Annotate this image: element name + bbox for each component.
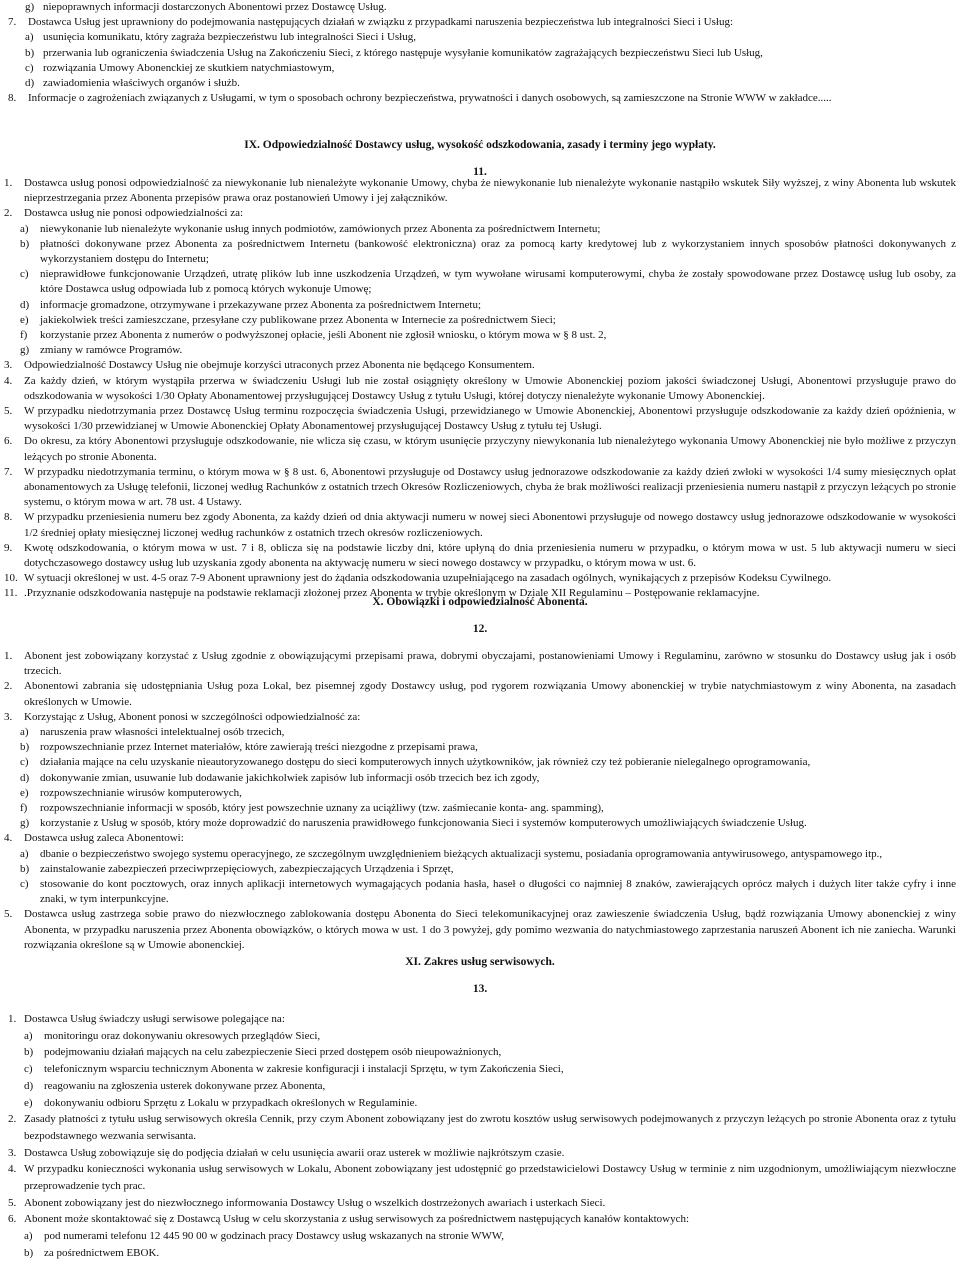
list-item: a) niewykonanie lub nienależyte wykonanie usług innych podmiotów, zamówionych przez Abonenta za pośrednictwem Internetu; xyxy=(20,222,601,235)
list-item: c) telefonicznym wsparciu technicznym Abonenta w zakresie konfiguracji i instalacji Sprzętu, w tym Zakończenia Sieci, xyxy=(24,1063,564,1076)
list-item: c) nieprawidłowe funkcjonowanie Urządzeń, utratę plików lub inne uszkodzenia Urządzeń, w tym wywołane wirusami komputerowymi, chyba że zostały spowodowane przez Dostawcę usług lub osoby, za które Dostawca usług odpowiada lub z pomocą których wykonuje Umowę; xyxy=(20,268,956,296)
list-item: d) reagowaniu na zgłoszenia usterek dokonywane przez Abonenta, xyxy=(24,1079,326,1092)
list-item: 2. Zasady płatności z tytułu usług serwisowych określa Cennik, przy czym Abonent zobowiązany jest do zwrotu kosztów usług serwisowych podejmowanych z przyczyn leżących po stronie Abonenta oraz z tytułu bezpodstawnego wezwania serwisanta. xyxy=(8,1113,956,1142)
list-item: 3. Dostawca Usług zobowiązuje się do podjęcia działań w celu usunięcia awarii oraz usterek w możliwie najkrótszym czasie. xyxy=(8,1146,565,1159)
list-item: c) stosowanie do kont pocztowych, oraz innych aplikacji internetowych wymagających podania hasła, haseł o długości co najmniej 8 znaków, zawierających oprócz małych i dużych liter także cyfry i inne znaki, w tym interpunkcyjne. xyxy=(20,878,956,906)
list-item: b) zainstalowanie zabezpieczeń przeciwprzepięciowych, zabezpieczających Urządzenia i Sprzęt, xyxy=(20,862,454,875)
list-item: 2. Dostawca usług nie ponosi odpowiedzialności za: xyxy=(4,207,244,220)
list-item: 7. W przypadku niedotrzymania terminu, o którym mowa w § 8 ust. 6, Abonentowi przysługuje od Dostawcy usług jednorazowe odszkodowanie za każdy dzień zwłoki w wysokości 1/4 sumy miesięcznych opłat abonamentowych za Usługę telefonii, liczonej według Rachunków z ostatnich trzech Okresów Rozliczeniowych, chyba że brak możliwości realizacji przeniesienia numeru nastąpił z przyczyn leżących po stronie systemu, o którym mowa w art. 78 ust. 4 Ustawy. xyxy=(4,465,956,509)
list-item: e) rozpowszechnianie wirusów komputerowych, xyxy=(20,786,242,799)
list-item: 6. Abonent może skontaktować się z Dostawcą Usług w celu skorzystania z usług serwisowych za pośrednictwem następujących kanałów kontaktowych: xyxy=(8,1213,690,1226)
section-title: X. Obowiązki i odpowiedzialność Abonenta. xyxy=(372,596,588,608)
list-item: 11. .Przyznanie odszkodowania następuje na podstawie reklamacji złożonej przez Abonenta w trybie określonym w Dziale XII Regulaminu – Postępowanie reklamacyjne. xyxy=(4,587,760,600)
paragraph-number: 13. xyxy=(472,983,488,996)
list-item: b) przerwania lub ograniczenia świadczenia Usług na Zakończeniu Sieci, z którego następuje wysyłanie komunikatów zagrażających bezpieczeństwu Sieci lub Usług, xyxy=(25,46,763,59)
list-item: g) korzystanie z Usług w sposób, który może doprowadzić do naruszenia prawidłowego funkcjonowania Sieci i systemów komputerowych umożliwiających świadczenie Usług. xyxy=(20,817,807,830)
section-xi xyxy=(0,955,960,997)
list-item: b) za pośrednictwem EBOK. xyxy=(24,1246,160,1259)
list-item: g) zmiany w ramówce Programów. xyxy=(20,344,183,357)
list-item: 4. W przypadku konieczności wykonania usług serwisowych w Lokalu, Abonent zobowiązany jest udostępnić go przedstawicielowi Dostawcy Usług w terminie z nim uzgodnionym, umożliwiającym niezwłoczne przeprowadzenie tych prac. xyxy=(8,1163,956,1193)
list-item: c) działania mające na celu uzyskanie nieautoryzowanego dostępu do sieci komputerowych innych użytkowników, jak również czy też pobieranie nielegalnego oprogramowania, xyxy=(20,756,811,769)
list-item: d) dokonywanie zmian, usuwanie lub dodawanie jakichkolwiek zapisów lub informacji osób trzecich bez ich zgody, xyxy=(20,771,540,784)
list-item: 10. W sytuacji określonej w ust. 4-5 oraz 7-9 Abonent uprawniony jest do żądania odszkodowania uzupełniającego na zasadach ogólnych, wynikających z przepisów Kodeksu Cywilnego. xyxy=(4,572,832,585)
list-item: a) usunięcia komunikatu, który zagraża bezpieczeństwu lub integralności Sieci i Usług, xyxy=(25,31,416,44)
list-item: 1. Dostawca usług ponosi odpowiedzialność za niewykonanie lub nienależyte wykonanie Umowy, chyba że niewykonanie lub nienależyte wykonanie nastąpiło wskutek Siły wyższej, z winy Abonenta lub wskutek nieprzestrzegania przez Abonenta przepisów prawa oraz postanowień Umowy i jej załączników. xyxy=(4,177,956,205)
list-item: 3. Odpowiedzialność Dostawcy Usług nie obejmuje korzyści utraconych przez Abonenta nie będącego Konsumentem. xyxy=(4,359,535,372)
list-item: 3. Korzystając z Usług, Abonent ponosi w szczególności odpowiedzialność za: xyxy=(4,710,361,723)
list-item: 5. Abonent zobowiązany jest do niezwłocznego informowania Dostawcy Usług o wszelkich dostrzeżonych awariach i usterkach Sieci. xyxy=(8,1196,606,1209)
section-x-body xyxy=(4,649,956,953)
section-ix xyxy=(0,138,960,180)
list-item: b) płatności dokonywane przez Abonenta za pośrednictwem Internetu (bankowość elektroniczna) oraz za pomocą karty kredytowej lub z wykorzystaniem innych sposobów płatności dokonywanych z wykorzystaniem dostępu do Internetu; xyxy=(20,237,956,266)
section-prev xyxy=(0,0,960,106)
list-item: 8. W przypadku przeniesienia numeru bez zgody Abonenta, za każdy dzień od dnia aktywacji numeru w nowej sieci Abonentowi przysługuje od nowego dostawcy usług jednorazowe odszkodowanie w wysokości 1/2 średniej opłaty miesięcznej liczonej według rachunków z ostatnich trzech okresów rozliczeniowych. xyxy=(4,511,956,539)
list-item: b) rozpowszechnianie przez Internet materiałów, które zawierają treści niezgodne z przepisami prawa, xyxy=(20,741,478,754)
list-item: 6. Do okresu, za który Abonentowi przysługuje odszkodowanie, nie wlicza się czasu, w którym usunięcie przyczyny niewykonania lub nienależytego wykonania Umowy Abonenckiej nie było możliwe z przyczyn leżących po stronie Abonenta. xyxy=(4,435,956,463)
list-item: a) monitoringu oraz dokonywaniu okresowych przeglądów Sieci, xyxy=(24,1029,321,1042)
section-x xyxy=(0,595,960,637)
list-item: a) pod numerami telefonu 12 445 90 00 w godzinach pracy Dostawcy usług wskazanych na stronie WWW, xyxy=(24,1230,505,1243)
list-item: 5. W przypadku niedotrzymania przez Dostawcę Usług terminu rozpoczęcia świadczenia Usługi, przewidzianego w Umowie Abonenckiej, Abonentowi przysługuje odszkodowanie za każdy dzień opóźnienia, w wysokości 1/30 przewidzianej w Umowie Abonenckiej Opłaty Abonamentowej przysługującej Dostawcy Usług z tytułu tej Usługi. xyxy=(4,405,956,433)
list-item: 8. Informacje o zagrożeniach związanych z Usługami, w tym o sposobach ochrony bezpieczeństwa, prywatności i danych osobowych, są zamieszczone na Stronie WWW w zakładce..... xyxy=(8,92,832,105)
list-item: 7. Dostawca Usług jest uprawniony do podejmowania następujących działań w związku z przypadkami naruszenia bezpieczeństwa lub integralności Sieci i Usług: xyxy=(8,16,733,29)
list-item: 1. Dostawca Usług świadczy usługi serwisowe polegające na: xyxy=(8,1013,285,1025)
section-title: XI. Zakres usług serwisowych. xyxy=(405,956,555,968)
list-item: c) rozwiązania Umowy Abonenckiej ze skutkiem natychmiastowym, xyxy=(25,61,335,74)
list-item: 4. Dostawca usług zaleca Abonentowi: xyxy=(4,832,184,845)
section-ix-body xyxy=(4,176,956,602)
list-item: d) zawiadomienia właściwych organów i służb. xyxy=(25,77,240,90)
list-item: f) korzystanie przez Abonenta z numerów o podwyższonej opłacie, jeśli Abonent nie zgłosił wniosku, o którym mowa w § 8 ust. 2, xyxy=(20,329,607,342)
list-item: a) dbanie o bezpieczeństwo swojego systemu operacyjnego, ze szczególnym uwzględnieniem bieżących aktualizacji systemu, posiadania oprogramowania antywirusowego, antyspamowego itp., xyxy=(20,847,883,860)
list-item: 9. Kwotę odszkodowania, o którym mowa w ust. 7 i 8, oblicza się na podstawie liczby dni, które upłyną do dnia przeniesienia numeru w przypadku, o którym mowa w ust. 5 lub aktywacji numeru w sieci dotychczasowego dostawcy usług lub uzyskania zgody abonenta na aktywację numeru w sieci nowego dostawcy w przypadku, o którym mowa w ust. 6. xyxy=(4,541,956,570)
list-item: f) rozpowszechnianie informacji w sposób, który jest powszechnie uznany za uciążliwy (tzw. zaśmiecanie konta- ang. spamming), xyxy=(20,802,604,815)
list-item: e) jakiekolwiek treści zamieszczane, przesyłane czy publikowane przez Abonenta w Internecie za pośrednictwem Sieci; xyxy=(20,313,556,326)
paragraph-number: 11. xyxy=(473,166,487,179)
list-item: b) podejmowaniu działań mających na celu zabezpieczenie Sieci przed dostępem osób nieupoważnionych, xyxy=(24,1046,502,1059)
list-item: d) informacje gromadzone, otrzymywane i przekazywane przez Abonenta za pośrednictwem Internetu; xyxy=(20,298,482,311)
list-item: g) niepoprawnych informacji dostarczonych Abonentowi przez Dostawcę Usług. xyxy=(25,1,387,13)
list-item: 4. Za każdy dzień, w którym wystąpiła przerwa w świadczeniu Usługi lub nie został osiągnięty określony w Umowie Abonenckiej poziom jakości świadczonej Usługi, Abonentowi przysługuje prawo do odszkodowania w wysokości 1/30 Opłaty Abonamentowej przysługującej Dostawcy Usług z tytułu Usługi, której dotyczy nienależyte wykonanie Umowy Abonenckiej. xyxy=(4,374,956,402)
list-item: 5. Dostawca usług zastrzega sobie prawo do niezwłocznego zablokowania dostępu Abonenta do Sieci telekomunikacyjnej oraz zawieszenie świadczenia Usług, bądź rozwiązania Umowy abonenckiej z winy Abonenta, w przypadku naruszenia przez Abonenta obowiązków, o których mowa w ust. 1 do 3 powyżej, gdy pomimo wezwania do natychmiastowego zaprzestania naruszeń Abonent ich nie zaniecha. Warunki rozwiązania określone są w Umowie abonenckiej. xyxy=(4,908,956,951)
list-item: e) dokonywaniu odbioru Sprzętu z Lokalu w przypadkach określonych w Regulaminie. xyxy=(24,1096,418,1109)
section-xi-body xyxy=(8,1011,956,1262)
paragraph-number: 12. xyxy=(472,623,488,636)
section-title: IX. Odpowiedzialność Dostawcy usług, wysokość odszkodowania, zasady i terminy jego wypłaty. xyxy=(244,139,716,151)
list-item: 2. Abonentowi zabrania się udostępniania Usług poza Lokal, bez pisemnej zgody Dostawcy usług, pod rygorem rozwiązania Umowy abonenckiej w trybie natychmiastowym z winy Abonenta, na zasadach określonych w Umowie. xyxy=(4,680,956,708)
list-item: a) naruszenia praw własności intelektualnej osób trzecich, xyxy=(20,726,285,739)
list-item: 1. Abonent jest zobowiązany korzystać z Usług zgodnie z obowiązującymi przepisami prawa, dobrymi obyczajami, postanowieniami Umowy i Regulaminu, zarówno w stosunku do Dostawcy usług jak i osób trzecich. xyxy=(4,650,956,678)
